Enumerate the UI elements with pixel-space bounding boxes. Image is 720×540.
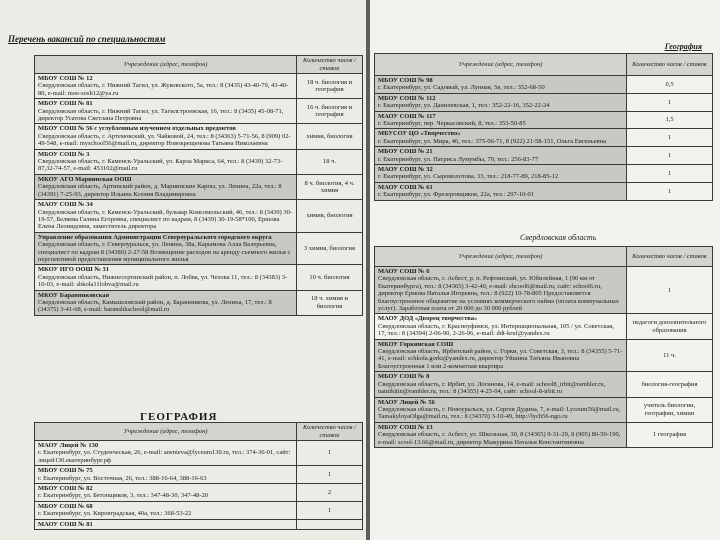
- table-row: [375, 76, 713, 94]
- institution-address: г. Екатеринбург, ул. Фрезеровщиков, 22а, тел.: 297-10-01: [378, 191, 535, 199]
- institution-cell: [35, 124, 297, 149]
- institution-name: МАОУ СОШ № 32: [378, 166, 433, 174]
- column-header-hours: Количество часов / ставок: [627, 247, 713, 267]
- hours-cell: 1: [627, 267, 713, 314]
- table-row: [35, 441, 363, 466]
- institution-address: г. Екатеринбург, ул. Данилевская, 1, тел.: 352-22-16, 352-22-24: [378, 102, 550, 110]
- institution-address: Свердловская область, г. Нижний Тагил, ул. Тагилстроевская, 16, тел.: 8 (3435) 45-08-71, директор Усатова Светлана Петровна: [38, 107, 284, 123]
- table-row: [35, 290, 363, 315]
- right-page: [370, 0, 720, 540]
- institution-name: Управление образования Администрации Североуральского городского округа: [38, 233, 272, 241]
- institution-name: МАОУ СОШ № 61: [378, 183, 433, 191]
- column-header-institution: Учреждение (адрес, телефон): [375, 247, 627, 267]
- hours-cell: 1: [297, 441, 363, 466]
- table-row: [35, 484, 363, 502]
- table-row: [375, 165, 713, 183]
- institution-address: Свердловская область, г. Североуральск, ул. Ленина, 38а, Карымова Алла Валерьевна, специалист по кадрам 8 (34380) 2-27-58 Возмещение расходов на аренду съемного жилья с перспективой предоставления муниципального жилья: [38, 241, 291, 263]
- institution-name: МБОУ СОШ № 68: [38, 502, 93, 510]
- institution-address: г. Екатеринбург, ул. Патриса Лумумбы, 79, тел.: 256-83-77: [378, 155, 539, 163]
- table-row: [35, 232, 363, 265]
- institution-name: МБОУ СОШ № 56 с углубленным изучением отдельных предметов: [38, 125, 236, 133]
- hours-cell: 1: [297, 501, 363, 519]
- hours-cell: 1: [627, 165, 713, 183]
- institution-address: г. Екатеринбург, ул. Садовый, ул. Лунная, 5в, тел.: 352-68-50: [378, 84, 545, 92]
- table-row: [35, 149, 363, 174]
- institution-cell: [375, 93, 627, 111]
- table-row: [35, 74, 363, 99]
- institution-address: г. Екатеринбург, ул. Восточная, 26, тел.: 388-16-64, 388-16-63: [38, 474, 207, 482]
- institution-cell: [375, 76, 627, 94]
- institution-cell: [35, 441, 297, 466]
- geography-vacancies-table: [34, 422, 363, 530]
- institution-address: г. Екатеринбург, ул. Кировградская, 40а, тел.: 368-53-22: [38, 510, 192, 518]
- hours-cell: 1: [627, 182, 713, 200]
- hours-cell: 18 ч. биология и география: [297, 74, 363, 99]
- institution-cell: [35, 99, 297, 124]
- institution-address: г. Екатеринбург, пер. Черкасовский, 8, тел.: 353-50-85: [378, 120, 526, 128]
- institution-cell: [375, 111, 627, 129]
- hours-cell: 11 ч.: [627, 339, 713, 372]
- table-row: [375, 147, 713, 165]
- institution-address: Свердловская область, г. Артемовский, ул. Чайковой, 24, тел.: 8 (34363) 5-71-56, 8 (909) 02-49-548, e-mail: myschool56@mail.ru, директор Новокрещенова Татьяна Николаевна: [38, 132, 291, 148]
- institution-name: МБОУ СОШ № 21: [378, 148, 433, 156]
- institution-cell: [375, 267, 627, 314]
- institution-name: МБОУ СОШ № 112: [378, 94, 436, 102]
- table-row: [375, 397, 713, 422]
- hours-cell: 8 ч. биология, 4 ч. химия: [297, 174, 363, 199]
- hours-cell: 1: [297, 466, 363, 484]
- institution-cell: [35, 290, 297, 315]
- institution-name: МАОУ СОШ № 81: [38, 520, 93, 528]
- institution-cell: [375, 147, 627, 165]
- institution-address: Свердловская область, г. Нижний Тагил, ул. Жуковского, 5а, тел.: 8 (3435) 43-40-79, 43-40-80, e-mail: moe-sosh12@ya.ru: [38, 82, 289, 97]
- institution-name: МБОУ СОШ № 81: [38, 100, 93, 108]
- institution-address: Свердловская область, г. Каменск-Уральский, бульвар Комсомольский, 46, тел.: 8 (3439) 30-19-57, Беляева Галина Егоровна, специалист по кадрам, 8 (3439) 30-19-58*100, Ершова Елена Леонидовна, заместитель директора: [38, 208, 293, 231]
- table-row: [375, 267, 713, 314]
- institution-name: МАОУ СОШ № 6: [378, 268, 430, 275]
- institution-address: Свердловская область, г. Красноуфимск, ул. Интернациональная, 105 / ул. Советская, 17, тел.: 8 (34394) 2-06-90, 2-26-96, e-mail: ddt-kruf@yandex.ru: [378, 322, 614, 338]
- column-header-institution: Учреждение (адрес, телефон): [35, 423, 297, 441]
- institution-name: МБОУ СОШ № 8: [378, 373, 430, 381]
- institution-name: МКОУ АГО Мариинская ООШ: [38, 175, 132, 183]
- institution-address: Свердловская область, г. Новоуральск, ул. Сергея Дудина, 7, e-mail: Lyceum56@mail.ru, TamakyloyaOlga@mail.ru, тел.: 8 (34370) 3-10-49, http://lych56-ngo.ru: [378, 405, 621, 421]
- institution-cell: [375, 397, 627, 422]
- institution-name: МБОУ СОШ № 75: [38, 467, 93, 475]
- institution-address: Свердловская область, г. Асбест, р. п. Рефтинский, ул. Юбилейная, 1 (90 км от Екатеринбурга), тел.: 8 (34365) 3-42-40, e-mail: shcool6@mail.ru, сайт: school6.ru, директор Ермова Наталья Игоревна, тел.: 8 (922) 10-78-805 Предоставляется благоустроенное общежитие на условиях коммерческого найма (оплата коммунальных услуг). Заработная плата от 20 000 до 30 000 рублей: [378, 275, 620, 313]
- hours-cell: [297, 519, 363, 529]
- hours-cell: 10 ч. биология: [297, 265, 363, 290]
- table-row: [375, 314, 713, 339]
- hours-cell: 3 химия, биология: [297, 232, 363, 265]
- institution-address: г. Екатеринбург, ул. Студенческая, 26, e-mail: anenieva@lyceum130.ru, тел.: 374-36-01, сайт: лицей130.екатеринбург.рф: [38, 449, 291, 464]
- institution-address: Свердловская область, г. Асбест, ул. Школьная, 30, 8 (34365) 9-31-29, 8 (905) 80-50-190, e-mail: scool-13.66@mail.ru, директор Мажурина Наталья Константиновна: [378, 431, 621, 446]
- institution-name: МБУСОУ ЦО «Творчество»: [378, 130, 461, 138]
- institution-name: МБОУ СОШ № 13: [378, 423, 433, 431]
- institution-name: МАОУ ДОД «Дворец творчества»: [378, 315, 478, 323]
- hours-cell: химия, биология: [297, 200, 363, 233]
- column-header-hours: Количество часов / ставок: [627, 54, 713, 76]
- institution-cell: [375, 314, 627, 339]
- table-row: [35, 265, 363, 290]
- institution-address: г. Екатеринбург, ул. Бетонщиков, 3, тел.: 347-48-30, 347-48-20: [38, 492, 208, 500]
- institution-cell: [35, 200, 297, 233]
- institution-cell: [375, 372, 627, 397]
- institution-cell: [35, 174, 297, 199]
- table-row: [375, 129, 713, 147]
- institution-cell: [35, 519, 297, 529]
- institution-name: МАОУ СОШ № 117: [378, 112, 436, 120]
- institution-cell: [35, 484, 297, 502]
- institution-cell: [35, 149, 297, 174]
- institution-name: МАОУ Лицей № 56: [378, 398, 435, 406]
- right-page-header: География: [664, 42, 702, 51]
- hours-cell: учитель биологии, географии, химии: [627, 397, 713, 422]
- institution-cell: [35, 232, 297, 265]
- institution-name: МБОУ СОШ № 82: [38, 485, 93, 493]
- institution-address: г. Екатеринбург, ул. Мира, 46, тел.: 375-06-71, 8 (922) 21-58-151, Ольга Евгеньевна: [378, 137, 607, 145]
- table-row: [375, 93, 713, 111]
- hours-cell: 18 ч. химия и биология: [297, 290, 363, 315]
- institution-address: Свердловская область, г. Ирбит, ул. Логинова, 14, e-mail: school8_irbit@rambler.ru, natnikitin@rambler.ru, тел.: 8 (34355) 4-25-04, сайт: school-8-irbit.ru: [378, 380, 606, 396]
- hours-cell: 1: [627, 93, 713, 111]
- table-row: [375, 422, 713, 447]
- institution-cell: [35, 466, 297, 484]
- institution-address: Свердловская область, Ирбитский район, с. Горки, ул. Советская, 3, тел.: 8 (34355) 5-71-41, e-mail: schkola.gorki@yandex.ru, директор Уйшина Татьяна Ивановна Благоустроенная 1 или 2-комнатная квартира: [378, 348, 623, 370]
- sverdlovsk-region-vacancies-table: [374, 246, 713, 448]
- column-header-institution: Учреждение (адрес, телефон): [375, 54, 627, 76]
- table-row: [375, 372, 713, 397]
- institution-name: МКОУ НГО ООШ № 31: [38, 266, 110, 274]
- institution-cell: [35, 501, 297, 519]
- hours-cell: 1 география: [627, 422, 713, 447]
- institution-name: МБОУ СОШ № 3: [38, 150, 90, 158]
- institution-name: МАОУ Лицей № 130: [38, 442, 99, 449]
- institution-address: Свердловская область, г. Каменск-Уральский, ул. Карла Маркса, 64, тел.: 8 (3439) 32-73-87,32-74-57, e-mail: 453102@mail.ru: [38, 158, 283, 173]
- hours-cell: 2: [297, 484, 363, 502]
- institution-cell: [375, 182, 627, 200]
- hours-cell: 1,5: [627, 111, 713, 129]
- institution-cell: [35, 74, 297, 99]
- table-row: [35, 124, 363, 149]
- column-header-hours: Количество часов / ставок: [297, 423, 363, 441]
- biology-vacancies-table: [34, 55, 363, 316]
- column-header-hours: Количество часов / ставок: [297, 56, 363, 74]
- hours-cell: 18 ч.: [297, 149, 363, 174]
- table-row: [375, 339, 713, 372]
- region-section-title: Свердловская область: [520, 233, 597, 242]
- institution-cell: [375, 129, 627, 147]
- institution-name: МБОУ СОШ № 12: [38, 75, 93, 82]
- institution-cell: [35, 265, 297, 290]
- hours-cell: 1: [627, 129, 713, 147]
- table-row: [35, 519, 363, 529]
- institution-address: Свердловская область, Камышловский район, д. Баранникова, ул. Ленина, 17, тел.: 8 (34375) 3-41-68, e-mail: baranshkschool@mail.ru: [38, 298, 272, 314]
- ekaterinburg-vacancies-table: [374, 53, 713, 201]
- institution-address: Свердловская область, Нижнесергинский район, п. Лобва, ул. Чехова 11, тел.: 8 (34383) 3-10-03, e-mail: shkola11lobva@mail.ru: [38, 273, 288, 289]
- institution-address: Свердловская область, Артинский район, д. Мариинские Карпы, ул. Ленина, 22а, тел.: 8 (34391) 7-25-93, директор Ильина Ксения Владимировна: [38, 183, 282, 198]
- table-row: [35, 174, 363, 199]
- geography-section-title: ГЕОГРАФИЯ: [140, 411, 218, 423]
- table-row: [35, 99, 363, 124]
- institution-cell: [375, 165, 627, 183]
- table-row: [375, 182, 713, 200]
- table-row: [35, 501, 363, 519]
- hours-cell: биология-география: [627, 372, 713, 397]
- hours-cell: 16 ч. биология и география: [297, 99, 363, 124]
- institution-name: МАОУ СОШ № 34: [38, 201, 93, 209]
- hours-cell: 0,5: [627, 76, 713, 94]
- institution-name: МКОУ Горкинская СОШ: [378, 340, 454, 348]
- table-row: [375, 111, 713, 129]
- institution-cell: [375, 339, 627, 372]
- hours-cell: педагоги дополнительного образования: [627, 314, 713, 339]
- table-row: [35, 466, 363, 484]
- column-header-institution: Учреждение (адрес, телефон): [35, 56, 297, 74]
- hours-cell: химия, биология: [297, 124, 363, 149]
- institution-address: г. Екатеринбург, ул. Сыромолотова, 33, тел.: 218-77-89, 218-85-12: [378, 173, 559, 181]
- institution-name: МКОУ Баранниковская: [38, 291, 110, 299]
- institution-cell: [375, 422, 627, 447]
- institution-name: МБОУ СОШ № 98: [378, 77, 433, 84]
- left-page-header: Перечень вакансий по специальностям: [8, 34, 166, 44]
- hours-cell: 1: [627, 147, 713, 165]
- table-row: [35, 200, 363, 233]
